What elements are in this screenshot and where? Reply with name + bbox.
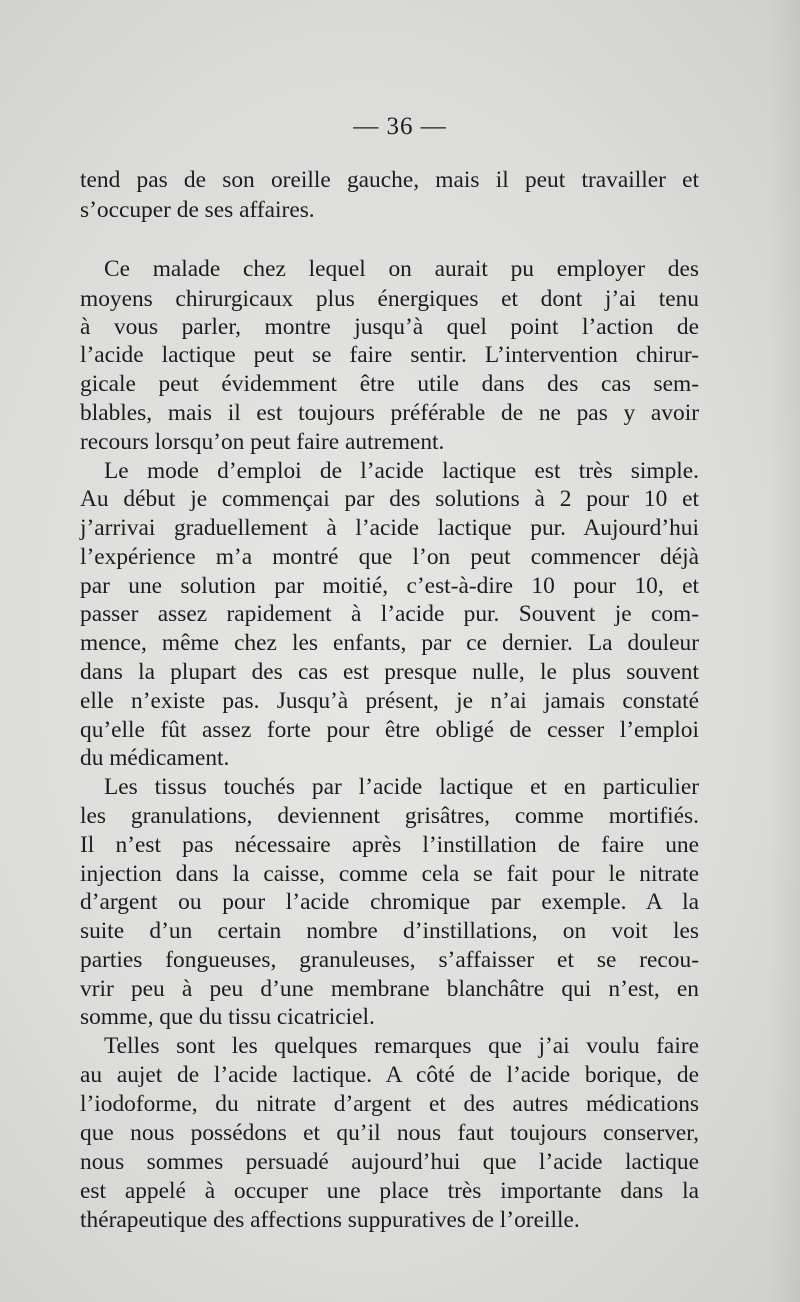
text-line-35: est appelé à occuper une place très importante dans la [80,1178,699,1204]
text-line-7: gicale peut évidemment être utile dans des cas sem- [80,371,699,397]
text-line-25: d’argent ou pour l’acide chromique par exemple. A la [80,889,699,915]
text-line-11: Au début je commençai par des solutions à 2 pour 10 et [80,486,699,512]
text-line-33: que nous possédons et qu’il nous faut toujours conserver, [80,1120,699,1146]
text-line-20: du médicament. [80,745,230,771]
text-line-15: passer assez rapidement à l’acide pur. Souvent je com- [80,601,699,627]
text-line-4: moyens chirurgicaux plus énergiques et dont j’ai tenu [80,286,699,312]
text-line-36: thérapeutique des affections suppuratives de l’oreille. [80,1207,580,1233]
text-line-32: l’iodoforme, du nitrate d’argent et des autres médications [80,1091,699,1117]
text-line-24: injection dans la caisse, comme cela se fait pour le nitrate [80,861,699,887]
text-line-27: parties fongueuses, granuleuses, s’affaisser et se recou- [80,947,699,973]
text-line-26: suite d’un certain nombre d’instillations, on voit les [80,918,699,944]
text-line-3: Ce malade chez lequel on aurait pu employer des [104,256,699,282]
text-line-31: au aujet de l’acide lactique. A côté de l’acide borique, de [80,1062,699,1088]
text-line-12: j’arrivai graduellement à l’acide lactique pur. Aujourd’hui [80,515,699,541]
text-line-23: Il n’est pas nécessaire après l’instillation de faire une [80,832,699,858]
text-line-29: somme, que du tissu cicatriciel. [80,1004,375,1030]
text-line-6: l’acide lactique peut se faire sentir. L’intervention chirur- [80,342,699,368]
text-line-1: tend pas de son oreille gauche, mais il peut travailler et [80,167,699,193]
page-number: — 36 — [353,113,447,140]
text-line-28: vrir peu à peu d’une membrane blanchâtre qui n’est, en [80,976,699,1002]
text-line-14: par une solution par moitié, c’est-à-dire 10 pour 10, et [80,573,699,599]
text-line-22: les granulations, deviennent grisâtres, comme mortifiés. [80,803,699,829]
text-line-30: Telles sont les quelques remarques que j’ai voulu faire [104,1033,699,1059]
text-line-5: à vous parler, montre jusqu’à quel point l’action de [80,314,699,340]
text-line-8: blables, mais il est toujours préférable de ne pas y avoir [80,400,699,426]
text-line-13: l’expérience m’a montré que l’on peut commencer déjà [80,544,699,570]
text-line-2: s’occuper de ses affaires. [80,197,315,223]
text-line-9: recours lorsqu’on peut faire autrement. [80,429,445,455]
text-line-10: Le mode d’emploi de l’acide lactique est très simple. [104,458,699,484]
text-line-17: dans la plupart des cas est presque nulle, le plus souvent [80,659,699,685]
text-line-19: qu’elle fût assez forte pour être obligé de cesser l’emploi [80,717,699,743]
text-line-21: Les tissus touchés par l’acide lactique et en particulier [104,774,699,800]
page-edge-shadow [770,0,800,1302]
text-line-34: nous sommes persuadé aujourd’hui que l’acide lactique [80,1149,699,1175]
text-line-18: elle n’existe pas. Jusqu’à présent, je n’ai jamais constaté [80,688,699,714]
text-line-16: mence, même chez les enfants, par ce dernier. La douleur [80,630,699,656]
